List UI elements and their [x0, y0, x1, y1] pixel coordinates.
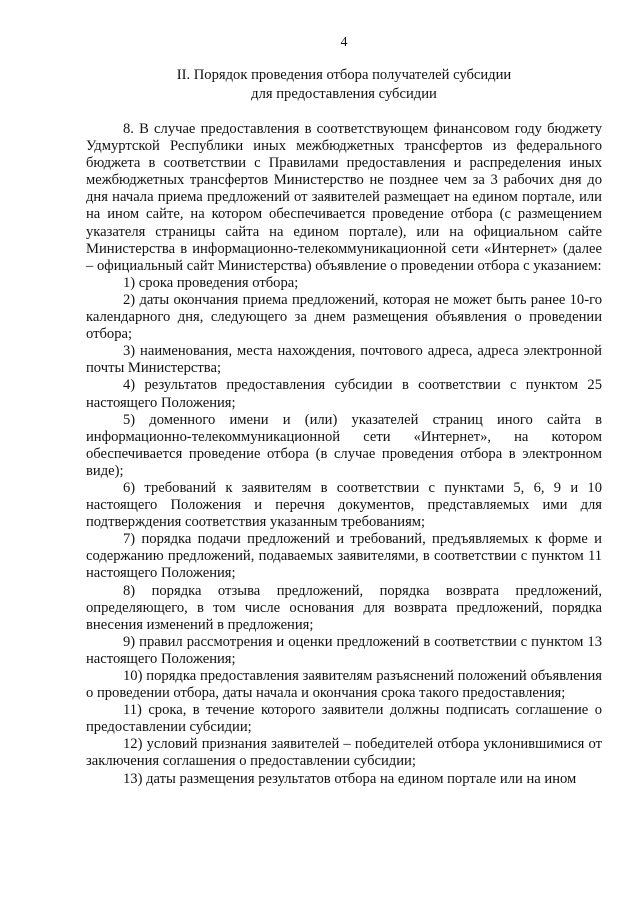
- list-item-6: 6) требований к заявителям в соответствии с пунктами 5, 6, 9 и 10 настоящего Положения и перечня документов, представляемых ими для подтверждения соответствия указанным требованиям;: [86, 479, 602, 531]
- section-heading: [86, 66, 602, 104]
- list-item-4: 4) результатов предоставления субсидии в соответствии с пунктом 25 настоящего Положения;: [86, 377, 602, 411]
- document-page: [86, 0, 602, 905]
- list-item-2: 2) даты окончания приема предложений, которая не может быть ранее 10-го календарного дня, следующего за днем размещения объявления о проведении отбора;: [86, 291, 602, 343]
- list-item-13: 13) даты размещения результатов отбора на едином портале или на ином: [123, 770, 577, 787]
- list-item-12: 12) условий признания заявителей – победителей отбора уклонившимися от заключения соглашения о предоставлении субсидии;: [86, 736, 602, 770]
- body-text: [86, 121, 602, 788]
- list-item-1: 1) срока проведения отбора;: [123, 274, 299, 291]
- page-number: 4: [340, 35, 348, 50]
- section-heading-line-2: для предоставления субсидии: [251, 86, 437, 102]
- list-item-3: 3) наименования, места нахождения, почтового адреса, адреса электронной почты Министерства;: [86, 343, 602, 377]
- paragraph-8: 8. В случае предоставления в соответствующем финансовом году бюджету Удмуртской Республики иных межбюджетных трансфертов из федерального бюджета в соответствии с Правилами предоставления и распределения иных межбюджетных трансфертов Министерство не позднее чем за 3 рабочих дня до дня начала приема предложений от заявителей размещает на едином портале, или на ином сайте, на котором обеспечивается проведение отбора (с размещением указателя страницы сайта на едином портале), или на официальном сайте Министерства в информационно-телекоммуникационной сети «Интернет» (далее – официальный сайт Министерства) объявление о проведении отбора с указанием:: [86, 121, 602, 274]
- list-item-8: 8) порядка отзыва предложений, порядка возврата предложений, определяющего, в том числе основания для возврата предложений, порядка внесения изменений в предложения;: [86, 582, 602, 633]
- list-item-5: 5) доменного имени и (или) указателей страниц иного сайта в информационно-телекоммуникационной сети «Интернет», на котором обеспечивается проведение отбора (в случае проведения отбора в электронном виде);: [86, 411, 602, 479]
- list-item-11: 11) срока, в течение которого заявители должны подписать соглашение о предоставлении субсидии;: [86, 702, 602, 736]
- list-item-10: 10) порядка предоставления заявителям разъяснений положений объявления о проведении отбора, даты начала и окончания срока такого предоставления;: [86, 668, 602, 702]
- section-heading-line-1: II. Порядок проведения отбора получателей субсидии: [176, 67, 512, 83]
- list-item-7: 7) порядка подачи предложений и требований, предъявляемых к форме и содержанию предложений, подаваемых заявителями, в соответствии с пунктом 11 настоящего Положения;: [86, 531, 602, 582]
- list-item-9: 9) правил рассмотрения и оценки предложений в соответствии с пунктом 13 настоящего Положения;: [86, 633, 602, 667]
